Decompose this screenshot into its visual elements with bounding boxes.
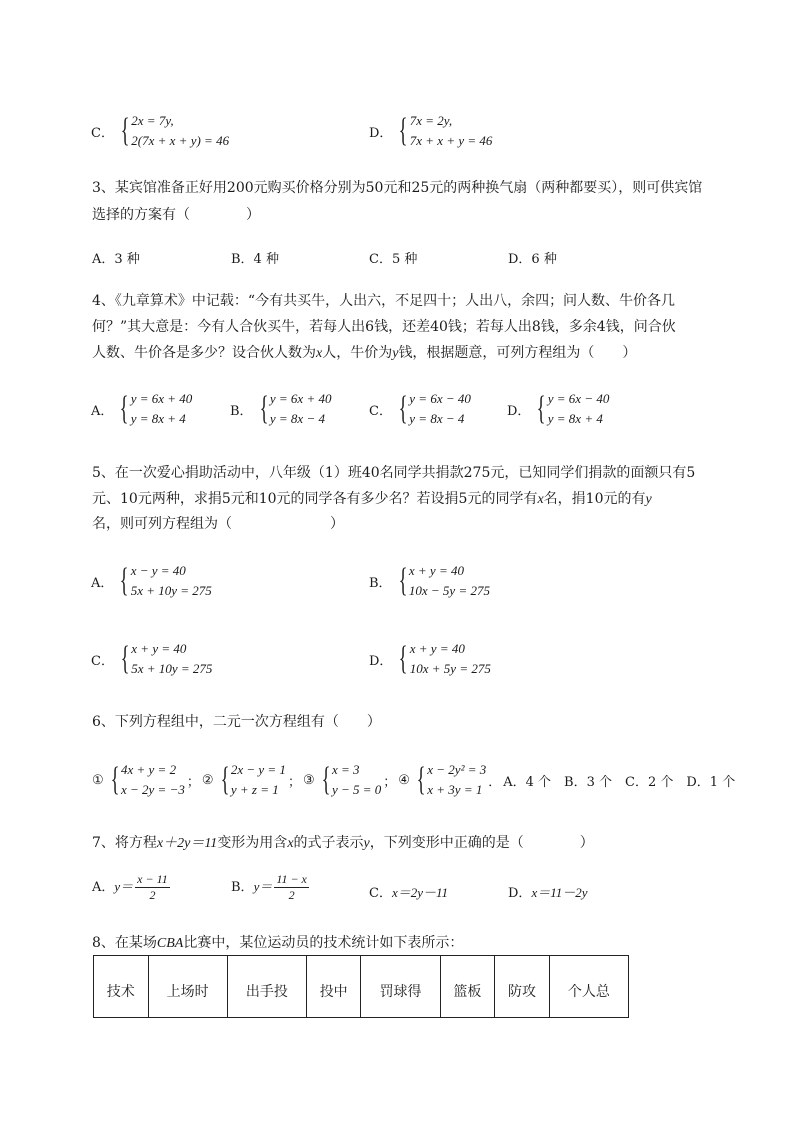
numerator: 11 − x [276,872,307,886]
equation: 2(7x + x + y) = 46 [131,133,230,148]
option-label: C． [369,886,392,901]
brace: { [220,761,230,798]
equation: x＋2y＝11 [156,836,218,851]
q7-option-a [92,872,172,903]
equation: 5x + 10y = 275 [130,583,212,598]
brace: { [321,761,331,798]
question-5-line-1: 5、在一次爱心捐助活动中，八年级（1）班40名同学共捐款275元，已知同学们捐款的面额只有5 [92,465,696,481]
q3-option-b: B．4 种 [231,252,279,267]
q5-option-c [91,639,212,679]
option-c-system [91,111,229,151]
variable: y [363,836,370,851]
lhs: y＝ [253,879,273,894]
q5-option-a [91,561,212,601]
q7-option-d [508,882,588,901]
text-segment: 7、将方程 [92,835,157,851]
text-segment: 变形为用含 [217,835,288,851]
option-label: A． [91,403,114,419]
question-8-stem [92,932,463,952]
table-header-cell: 罚球得 [361,956,440,1018]
option-label: B． [231,880,254,895]
question-3-line-2: 选择的方案有（ ） [92,207,260,223]
question-4-line-1: 4、《九章算术》中记载：“今有共买牛，人出六，不足四十；人出八，余四；问人数、牛价各几 [92,293,676,309]
variable: x [287,836,294,851]
fraction [135,872,170,903]
option-d-system [369,111,492,151]
equation: 10x + 5y = 275 [409,661,491,676]
equation: x − y = 40 [130,563,186,578]
q4-option-d [507,389,609,429]
equation: y = 6x − 40 [547,391,610,406]
table-header-cell: 出手投 [227,956,306,1018]
stats-table [93,955,629,1018]
option-label: A． [92,880,115,895]
text-segment: 人，牛价为 [322,345,393,361]
separator: ； [287,774,301,790]
equation: y = 8x + 4 [130,411,186,426]
option-label: D． [369,653,393,669]
separator: ； [186,774,200,790]
equation: 7x + x + y = 46 [409,133,493,148]
option-label: C． [91,125,114,141]
denominator: 2 [149,888,156,902]
brace: { [120,562,130,599]
question-5-line-3: 名，则可列方程组为（ ） [92,516,344,532]
option-label: D． [508,886,532,901]
table-header-cell: 上场时 [148,956,227,1018]
brace: { [398,562,408,599]
equation: 10x − 5y = 275 [408,583,490,598]
equation: y − 5 = 0 [331,782,382,797]
option-label: A． [91,575,114,591]
question-3-line-1: 3、某宾馆准备正好用200元购买价格分别为50元和25元的两种换气扇（两种都要买），则可供宾馆 [92,180,703,196]
text-segment: 钱，根据题意，可列方程组为（ ） [398,345,637,361]
league-name: CBA [156,936,184,951]
brace: { [110,761,120,798]
table-header-cell: 投中 [306,956,361,1018]
system-label: ② [201,772,214,788]
q3-option-a: A．3 种 [92,252,140,267]
equation: y = 6x + 40 [130,391,193,406]
expression: x＝11－2y [531,885,588,900]
brace: { [120,390,130,427]
equation: x − 2y = −3 [120,782,185,797]
text-segment: 元、10元两种，求捐5元和10元的同学各有多少名？若设捐5元的同学有 [92,491,538,507]
option-label: D． [507,403,531,419]
separator: ． [488,774,502,790]
variable: x [316,346,323,361]
equation: 5x + 10y = 275 [131,661,213,676]
option-label: D． [369,125,393,141]
equation: 2x = 7y, [131,113,174,128]
question-4-line-3 [92,342,636,362]
equation: y = 8x + 4 [547,411,603,426]
question-4-line-2: 何？”其大意是：今有人合伙买牛，若每人出6钱，还差40钱；若每人出8钱，多余4钱，问合伙 [92,319,676,335]
equation: 7x = 2y, [409,113,453,128]
table-header-cell: 篮板 [440,956,495,1018]
equation: y = 6x − 40 [409,391,471,406]
brace: { [537,390,547,427]
option-label: C． [369,403,392,419]
equation: y = 8x − 4 [409,411,465,426]
question-5-line-2 [92,488,652,508]
brace: { [120,640,130,677]
equation: x + y = 40 [131,641,187,656]
brace: { [120,112,130,149]
equation: x − 2y² = 3 [427,762,487,777]
brace: { [416,761,426,798]
equation: x = 3 [331,762,360,777]
variable: x [537,492,544,507]
variable: y [645,492,652,507]
text-segment: 8、在某场 [92,935,157,951]
q3-option-c: C．5 种 [369,252,418,267]
q5-option-b [369,561,490,601]
text-segment: ，下列变形中正确的是（ ） [369,835,594,851]
q6-options: A．4 个 B．3 个 C．2 个 D．1 个 [503,774,736,790]
variable: y [392,346,399,361]
equation: x + y = 40 [409,641,465,656]
equation: 4x + y = 2 [120,762,177,777]
expression: x＝2y－11 [391,885,449,900]
equation: x + 3y = 1 [427,782,483,797]
separator: ； [383,774,397,790]
equation: y + z = 1 [230,782,279,797]
table-header-cell: 技术 [94,956,149,1018]
q4-option-b [230,389,331,429]
fraction [274,872,309,903]
equation: y = 8x − 4 [269,411,325,426]
table-header-cell: 防攻 [495,956,550,1018]
option-label: B． [230,403,253,419]
text-segment: 人数、牛价各是多少？设合伙人数为 [92,345,316,361]
q4-option-c [369,389,471,429]
question-6-stem: 6、下列方程组中，二元一次方程组有（ ） [92,714,381,730]
q3-option-d: D．6 种 [508,252,557,267]
q7-option-b [231,872,311,903]
question-7-stem [92,832,594,852]
text-segment: 的式子表示 [293,835,364,851]
lhs: y＝ [114,879,134,894]
system-label: ③ [302,772,315,788]
system-label: ① [92,772,104,788]
q4-option-a [91,389,192,429]
equation: 2x − y = 1 [230,762,286,777]
option-label: B． [369,575,392,591]
equation: y = 6x + 40 [269,391,332,406]
table-row [94,956,629,1018]
q5-option-d [369,639,491,679]
text-segment: 比赛中，某位运动员的技术统计如下表所示： [183,935,464,951]
q7-option-c [369,882,448,901]
q6-systems-row [92,760,738,800]
system-label: ④ [398,772,410,788]
brace: { [399,640,409,677]
equation: x + y = 40 [408,563,464,578]
option-label: C． [91,653,114,669]
denominator: 2 [288,888,295,902]
text-segment: 名，捐10元的有 [543,491,646,507]
brace: { [399,112,409,149]
brace: { [259,390,269,427]
table-header-cell: 个人总 [549,956,628,1018]
brace: { [398,390,408,427]
numerator: x − 11 [137,872,168,886]
